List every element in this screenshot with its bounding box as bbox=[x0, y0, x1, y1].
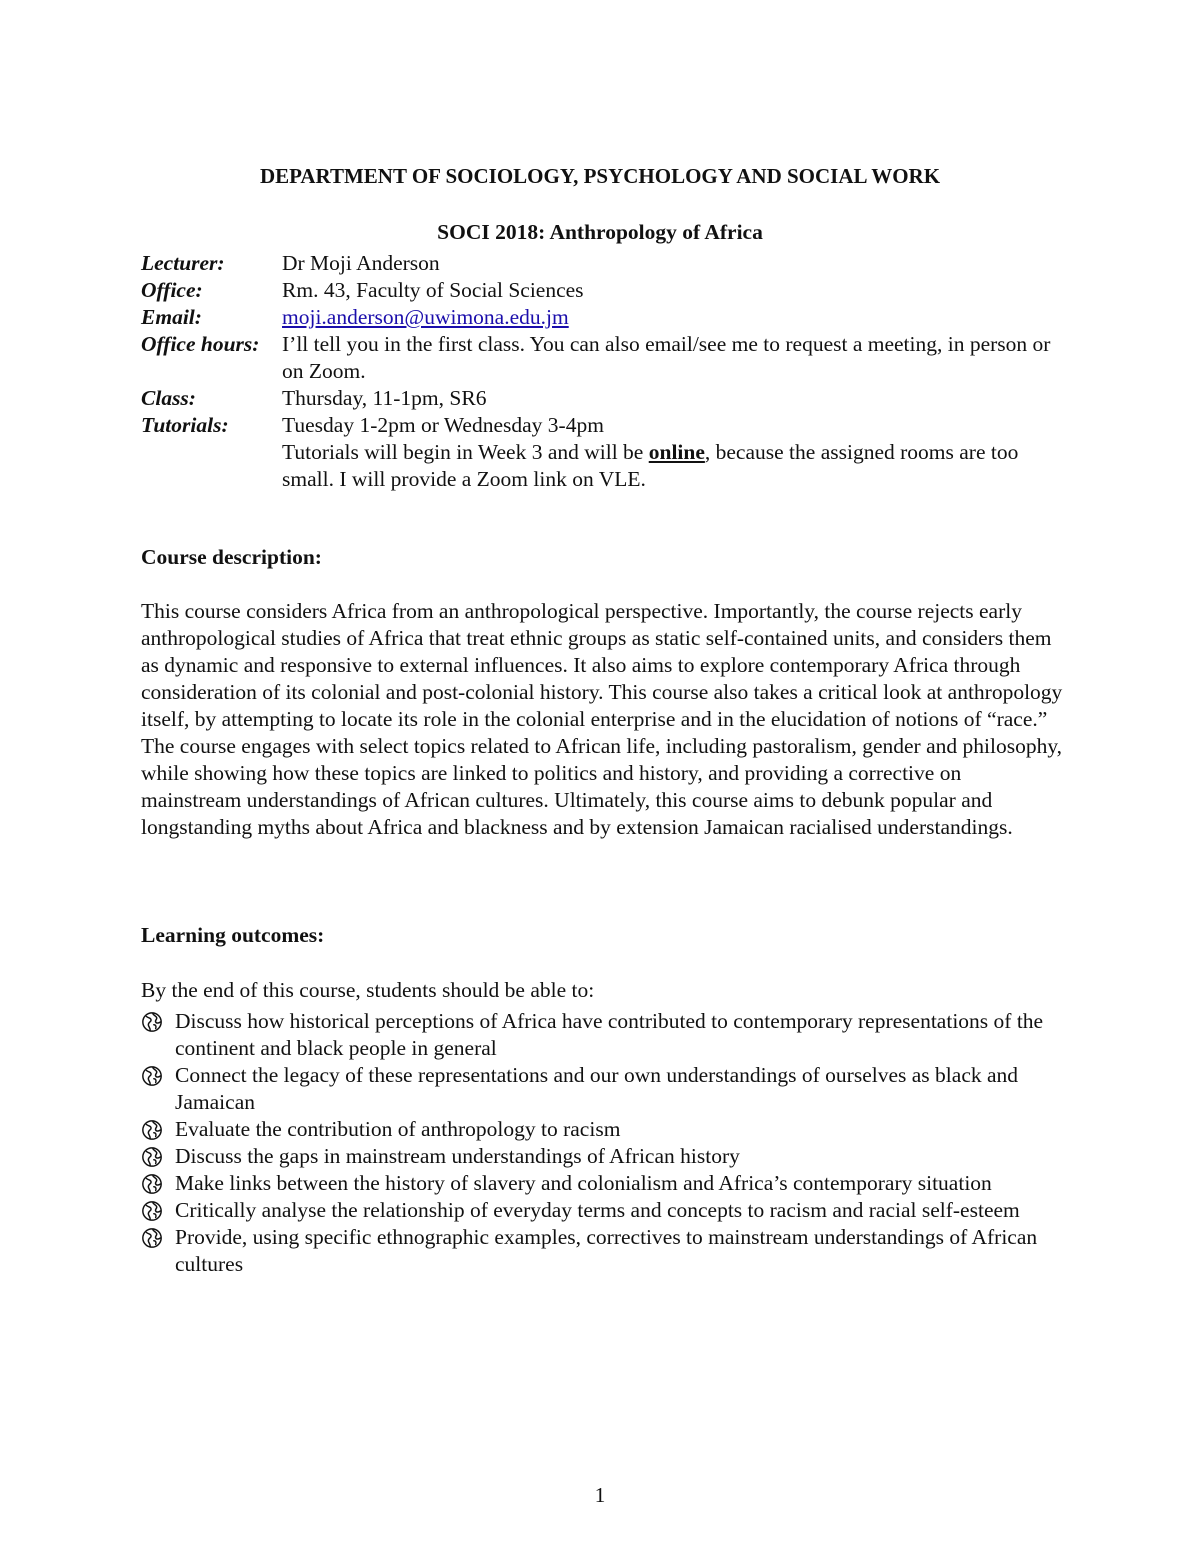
learning-outcome-text: Discuss the gaps in mainstream understandings of African history bbox=[175, 1144, 740, 1168]
office-value: Rm. 43, Faculty of Social Sciences bbox=[282, 278, 584, 302]
learning-outcome-text: Evaluate the contribution of anthropology to racism bbox=[175, 1117, 621, 1141]
course-info-block bbox=[141, 250, 1071, 493]
tutorials-note-online: online bbox=[648, 440, 705, 464]
tutorials-note bbox=[282, 440, 1018, 491]
office-hours-label: Office hours: bbox=[141, 332, 260, 356]
globe-icon bbox=[141, 1008, 175, 1062]
globe-icon bbox=[141, 1143, 175, 1170]
globe-icon bbox=[141, 1197, 175, 1224]
info-row-tutorials bbox=[141, 412, 1071, 493]
learning-outcomes-heading: Learning outcomes: bbox=[141, 922, 325, 947]
class-label: Class: bbox=[141, 386, 196, 410]
learning-outcomes-list bbox=[141, 1008, 1066, 1278]
course-description-body: This course considers Africa from an anthropological perspective. Importantly, the course rejects early anthropological studies of Africa that treat ethnic groups as static self-contained units, and considers them as dynamic and responsive to external influences. It also aims to explore contemporary Africa through consideration of its colonial and post-colonial history. This course also takes a critical look at anthropology itself, by attempting to locate its role in the colonial enterprise and in the elucidation of notions of “race.” The course engages with select topics related to African life, including pastoralism, gender and philosophy, while showing how these topics are linked to politics and history, and providing a corrective on mainstream understandings of African cultures. Ultimately, this course aims to debunk popular and longstanding myths about Africa and blackness and by extension Jamaican racialised understandings. bbox=[141, 598, 1063, 839]
learning-outcome-text: Make links between the history of slavery and colonialism and Africa’s contemporary situation bbox=[175, 1171, 992, 1195]
class-value: Thursday, 11-1pm, SR6 bbox=[282, 386, 487, 410]
learning-outcome-item bbox=[141, 1170, 1066, 1197]
tutorials-note-after: , because the assigned rooms are too small. I will provide a Zoom link on VLE. bbox=[282, 440, 1019, 491]
tutorials-note-before: Tutorials will begin in Week 3 and will be bbox=[282, 440, 649, 464]
learning-outcome-text: Critically analyse the relationship of everyday terms and concepts to racism and racial self-esteem bbox=[175, 1198, 1020, 1222]
lecturer-value: Dr Moji Anderson bbox=[282, 251, 440, 275]
info-row-class bbox=[141, 385, 1071, 412]
info-row-office bbox=[141, 277, 1071, 304]
info-row-office-hours bbox=[141, 331, 1071, 385]
learning-outcome-item bbox=[141, 1143, 1066, 1170]
info-row-email bbox=[141, 304, 1071, 331]
page-number: 1 bbox=[594, 1482, 606, 1507]
learning-outcome-item bbox=[141, 1062, 1066, 1116]
info-row-lecturer bbox=[141, 250, 1071, 277]
globe-icon bbox=[141, 1062, 175, 1116]
globe-icon bbox=[141, 1116, 175, 1143]
email-label: Email: bbox=[141, 305, 202, 329]
tutorials-label: Tutorials: bbox=[141, 413, 229, 437]
course-description-heading: Course description: bbox=[141, 544, 322, 569]
globe-icon bbox=[141, 1224, 175, 1278]
lecturer-label: Lecturer: bbox=[141, 251, 225, 275]
tutorials-value: Tuesday 1-2pm or Wednesday 3-4pm bbox=[282, 413, 604, 437]
learning-outcome-text: Discuss how historical perceptions of Africa have contributed to contemporary representations of the continent and black people in general bbox=[175, 1009, 1044, 1060]
email-link[interactable]: moji.anderson@uwimona.edu.jm bbox=[282, 305, 569, 329]
globe-icon bbox=[141, 1170, 175, 1197]
learning-outcome-item bbox=[141, 1197, 1066, 1224]
learning-outcome-text: Provide, using specific ethnographic examples, correctives to mainstream understandings of African cultures bbox=[175, 1225, 1038, 1276]
learning-outcome-item bbox=[141, 1224, 1066, 1278]
office-hours-value: I’ll tell you in the first class. You can also email/see me to request a meeting, in person or on Zoom. bbox=[282, 332, 1051, 383]
department-title: DEPARTMENT OF SOCIOLOGY, PSYCHOLOGY AND SOCIAL WORK bbox=[259, 164, 941, 188]
learning-outcomes-intro: By the end of this course, students should be able to: bbox=[141, 977, 595, 1002]
office-label: Office: bbox=[141, 278, 203, 302]
learning-outcome-item bbox=[141, 1116, 1066, 1143]
learning-outcome-text: Connect the legacy of these representations and our own understandings of ourselves as black and Jamaican bbox=[175, 1063, 1019, 1114]
course-title: SOCI 2018: Anthropology of Africa bbox=[437, 219, 763, 244]
learning-outcome-item bbox=[141, 1008, 1066, 1062]
